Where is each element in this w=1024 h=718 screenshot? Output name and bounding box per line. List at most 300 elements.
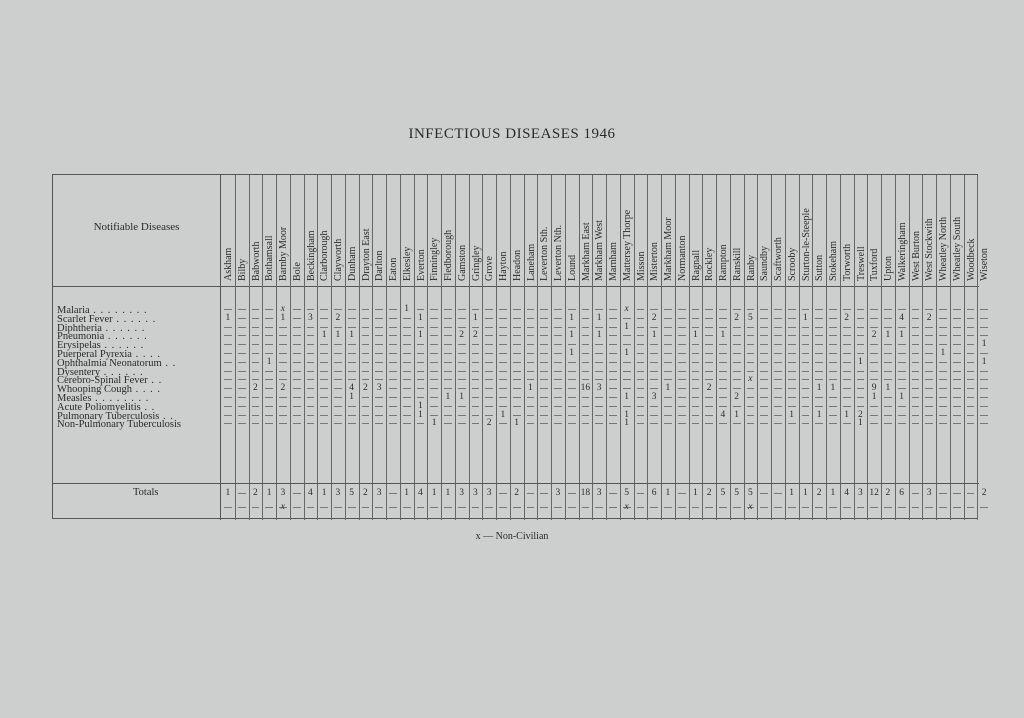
empty-cell-dash [925,327,933,328]
empty-cell-dash [279,353,287,354]
empty-cell-dash [637,309,645,310]
column-rule [249,175,250,520]
table-cell: 1 [418,400,423,411]
totals-underline-dash [513,507,521,508]
disease-name: Ophthalmia Neonatorum [57,357,162,369]
table-cell: 1 [569,330,574,341]
table-cell: 1 [885,383,891,394]
column-header: Gamston [456,244,468,281]
empty-cell-dash [375,362,383,363]
empty-cell-dash [252,371,260,372]
totals-underline-dash [224,507,232,508]
column-header: Gringley [470,245,482,281]
empty-total-dash [678,493,686,494]
table-cell: x [624,304,629,314]
empty-cell-dash [925,406,933,407]
column-rule [771,175,772,520]
empty-cell-dash [705,371,713,372]
empty-cell-dash [307,371,315,372]
column-rule [812,175,813,520]
empty-cell-dash [747,388,755,389]
empty-cell-dash [417,388,425,389]
empty-cell-dash [637,318,645,319]
empty-cell-dash [238,406,246,407]
disease-name: Scarlet Fever [57,313,113,325]
empty-cell-dash [843,344,851,345]
disease-name: Dysentery [57,366,101,378]
empty-cell-dash [527,397,535,398]
empty-cell-dash [444,423,452,424]
empty-cell-dash [403,371,411,372]
empty-cell-dash [348,309,356,310]
empty-cell-dash [733,362,741,363]
empty-cell-dash [252,415,260,416]
total-cell: 6 [899,488,904,498]
empty-cell-dash [774,423,782,424]
totals-underline-dash [444,507,452,508]
empty-cell-dash [609,344,617,345]
empty-cell-dash [747,335,755,336]
table-cell: 9 [871,383,877,394]
totals-underline-dash [650,507,658,508]
table-cell: 4 [349,383,354,394]
empty-cell-dash [224,423,232,424]
empty-cell-dash [224,397,232,398]
empty-cell-dash [898,388,906,389]
empty-cell-dash [375,318,383,319]
empty-cell-dash [540,362,548,363]
totals-underline-dash [293,507,301,508]
empty-cell-dash [925,397,933,398]
empty-cell-dash [774,327,782,328]
empty-cell-dash [485,353,493,354]
disease-name: Acute Poliomyelitis [57,401,141,413]
column-rule [386,175,387,520]
empty-cell-dash [802,397,810,398]
empty-cell-dash [953,423,961,424]
empty-cell-dash [843,309,851,310]
empty-cell-dash [815,379,823,380]
empty-cell-dash [252,344,260,345]
disease-name: Measles [57,393,92,404]
empty-cell-dash [678,335,686,336]
table-cell: 2 [486,418,492,429]
empty-total-dash [540,493,548,494]
column-header: Bilby [236,258,248,281]
totals-underline-dash [320,507,328,508]
column-rule [634,175,635,520]
empty-cell-dash [980,309,988,310]
total-cell: 3 [486,488,492,498]
non-civilian-mark: x [748,502,753,512]
empty-cell-dash [375,335,383,336]
empty-cell-dash [857,318,865,319]
empty-cell-dash [912,397,920,398]
column-rule [606,175,607,520]
empty-cell-dash [224,335,232,336]
empty-cell-dash [499,309,507,310]
column-header: Fledborough [443,229,454,281]
empty-cell-dash [499,327,507,328]
empty-cell-dash [458,344,466,345]
empty-cell-dash [238,388,246,389]
column-rule [881,175,882,520]
empty-total-dash [527,493,535,494]
notifiable-diseases-header: Notifiable Diseases [53,175,221,286]
empty-cell-dash [513,415,521,416]
empty-cell-dash [417,397,425,398]
empty-cell-dash [224,388,232,389]
empty-cell-dash [664,362,672,363]
empty-cell-dash [279,397,287,398]
empty-cell-dash [375,406,383,407]
empty-cell-dash [582,327,590,328]
empty-cell-dash [444,327,452,328]
empty-cell-dash [334,388,342,389]
table-cell: 2 [363,383,368,394]
empty-cell-dash [279,327,287,328]
empty-cell-dash [430,415,438,416]
empty-cell-dash [664,309,672,310]
total-cell: 3 [280,488,286,498]
empty-cell-dash [403,397,411,398]
column-rule [304,175,305,520]
column-header: Stokeham [828,241,839,281]
empty-cell-dash [320,406,328,407]
totals-underline-dash [458,507,466,508]
column-header: Woodbeck [965,238,977,281]
empty-cell-dash [774,379,782,380]
empty-cell-dash [389,406,397,407]
empty-cell-dash [224,353,232,354]
empty-cell-dash [650,423,658,424]
empty-cell-dash [967,353,975,354]
empty-total-dash [774,493,782,494]
empty-cell-dash [582,379,590,380]
column-header: Markham West [594,220,606,281]
column-header: Drayton East [360,228,372,281]
totals-underline-dash [898,507,906,508]
empty-cell-dash [843,397,851,398]
disease-name: Pneumonia [57,331,105,343]
empty-cell-dash [898,423,906,424]
empty-cell-dash [678,371,686,372]
table-cell: 1 [830,383,836,394]
empty-cell-dash [664,344,672,345]
empty-cell-dash [513,327,521,328]
table-cell: 1 [225,312,231,323]
empty-cell-dash [540,335,548,336]
empty-cell-dash [870,371,878,372]
empty-cell-dash [320,397,328,398]
empty-cell-dash [389,397,397,398]
dot-leader: . . . . . . [101,322,146,334]
empty-cell-dash [279,406,287,407]
column-header: Dunham [346,246,358,281]
totals-underline-dash [252,507,260,508]
empty-cell-dash [389,362,397,363]
empty-cell-dash [293,379,301,380]
dot-leader: . . [159,410,174,422]
empty-cell-dash [692,423,700,424]
totals-underline-dash [857,507,865,508]
column-rule [235,175,236,520]
totals-underline-dash [238,507,246,508]
column-header: Bole [291,262,303,281]
empty-cell-dash [320,371,328,372]
table-cell: 1 [624,321,629,332]
footnote: x — Non-Civilian [475,531,549,542]
empty-cell-dash [499,371,507,372]
empty-cell-dash [857,327,865,328]
empty-cell-dash [967,379,975,380]
column-header: Leverton Nth. [553,224,564,281]
empty-cell-dash [224,379,232,380]
column-header: Wheatley South [951,216,963,281]
empty-cell-dash [444,362,452,363]
empty-cell-dash [980,371,988,372]
empty-cell-dash [595,353,603,354]
empty-cell-dash [513,371,521,372]
empty-cell-dash [870,406,878,407]
empty-cell-dash [568,388,576,389]
empty-cell-dash [705,327,713,328]
empty-total-dash [637,493,645,494]
empty-cell-dash [678,318,686,319]
table-cell: 2 [335,312,341,323]
dot-leader: . . [161,357,177,369]
empty-cell-dash [252,318,260,319]
column-header: Scrooby [786,247,798,281]
empty-cell-dash [884,371,892,372]
total-cell: 1 [665,488,671,498]
empty-cell-dash [967,397,975,398]
empty-cell-dash [595,309,603,310]
column-header: Beckingham [305,230,317,281]
empty-cell-dash [815,423,823,424]
empty-cell-dash [362,327,370,328]
empty-cell-dash [320,344,328,345]
empty-cell-dash [540,388,548,389]
empty-cell-dash [265,397,273,398]
empty-cell-dash [513,388,521,389]
empty-cell-dash [747,327,755,328]
column-header: Finningley [429,237,441,281]
table-cell: 1 [418,312,423,323]
empty-cell-dash [829,327,837,328]
empty-cell-dash [623,371,631,372]
totals-underline-dash [527,507,535,508]
empty-cell-dash [980,327,988,328]
empty-cell-dash [430,379,438,380]
empty-cell-dash [829,379,837,380]
empty-cell-dash [912,353,920,354]
empty-cell-dash [499,362,507,363]
empty-cell-dash [843,362,851,363]
empty-cell-dash [788,309,796,310]
empty-cell-dash [485,318,493,319]
empty-cell-dash [912,423,920,424]
empty-cell-dash [623,318,631,319]
empty-cell-dash [815,371,823,372]
empty-total-dash [389,493,397,494]
table-cell: 1 [266,356,272,367]
empty-cell-dash [953,362,961,363]
dot-leader: . . . . . . . . [89,305,148,316]
column-rule [331,175,332,520]
non-civilian-mark: x [624,502,629,512]
empty-cell-dash [403,388,411,389]
empty-cell-dash [430,397,438,398]
totals-underline-dash [595,507,603,508]
empty-cell-dash [788,397,796,398]
table-cell: 1 [693,330,698,341]
table-cell: 2 [651,312,657,323]
total-cell: 2 [816,488,822,498]
empty-cell-dash [375,344,383,345]
empty-cell-dash [912,379,920,380]
empty-cell-dash [293,362,301,363]
empty-cell-dash [307,344,315,345]
empty-cell-dash [568,379,576,380]
empty-cell-dash [912,309,920,310]
empty-cell-dash [664,371,672,372]
empty-cell-dash [884,344,892,345]
column-rule [455,175,456,520]
empty-cell-dash [802,388,810,389]
totals-underline-dash [939,507,947,508]
dot-leader: . . . . . . [100,366,144,378]
table-cell: 2 [706,383,712,394]
empty-cell-dash [568,415,576,416]
totals-underline-dash [430,507,438,508]
empty-cell-dash [733,309,741,310]
empty-cell-dash [527,379,535,380]
column-rule [689,175,690,520]
totals-underline-dash [485,507,493,508]
empty-cell-dash [705,397,713,398]
empty-cell-dash [293,423,301,424]
empty-cell-dash [678,397,686,398]
total-cell: 2 [514,488,519,498]
empty-cell-dash [939,309,947,310]
column-rule [661,175,662,520]
column-header: Barnby Moor [278,226,289,281]
empty-cell-dash [472,379,480,380]
empty-cell-dash [348,362,356,363]
empty-cell-dash [637,388,645,389]
empty-cell-dash [540,371,548,372]
column-header: Misson [635,251,647,281]
total-cell: 3 [596,488,602,498]
empty-cell-dash [788,362,796,363]
column-header: Marnham [608,242,619,281]
table-cell: 1 [651,330,657,341]
empty-cell-dash [637,353,645,354]
table-cell: 1 [665,383,671,394]
empty-cell-dash [692,371,700,372]
column-header: Saundby [759,246,771,281]
column-header: Ranskill [731,247,743,281]
empty-cell-dash [733,406,741,407]
total-cell: 3 [335,488,341,498]
empty-cell-dash [802,309,810,310]
empty-cell-dash [595,371,603,372]
empty-cell-dash [568,362,576,363]
empty-cell-dash [403,423,411,424]
totals-underline-dash [884,507,892,508]
empty-cell-dash [527,362,535,363]
empty-cell-dash [884,379,892,380]
empty-cell-dash [774,344,782,345]
empty-cell-dash [485,371,493,372]
totals-underline-dash [719,507,727,508]
empty-cell-dash [609,423,617,424]
table-cell: 1 [528,383,533,394]
empty-cell-dash [623,379,631,380]
empty-cell-dash [595,344,603,345]
empty-cell-dash [898,327,906,328]
empty-cell-dash [747,344,755,345]
empty-cell-dash [802,344,810,345]
empty-cell-dash [609,406,617,407]
column-header: Ranby [745,254,757,281]
empty-cell-dash [540,344,548,345]
empty-cell-dash [348,379,356,380]
empty-cell-dash [458,371,466,372]
empty-cell-dash [967,318,975,319]
empty-cell-dash [238,344,246,345]
empty-cell-dash [898,353,906,354]
empty-cell-dash [678,379,686,380]
empty-cell-dash [925,379,933,380]
empty-cell-dash [279,344,287,345]
empty-cell-dash [582,362,590,363]
empty-cell-dash [623,344,631,345]
empty-cell-dash [320,353,328,354]
empty-cell-dash [692,379,700,380]
empty-cell-dash [238,423,246,424]
totals-underline-dash [403,507,411,508]
empty-cell-dash [444,335,452,336]
column-header: Sturton-le-Steeple [800,208,812,281]
table-cell: 1 [624,418,629,429]
empty-cell-dash [540,318,548,319]
empty-cell-dash [733,344,741,345]
column-header: Rockley [704,247,716,281]
empty-cell-dash [430,371,438,372]
column-header: West Stockwith [924,218,936,281]
empty-cell-dash [265,406,273,407]
empty-cell-dash [444,309,452,310]
table-cell: 1 [569,348,574,358]
empty-cell-dash [238,415,246,416]
column-header: Markham East [580,222,592,281]
disease-table [52,174,991,519]
disease-name: Diphtheria [57,322,102,334]
empty-cell-dash [747,406,755,407]
empty-cell-dash [719,406,727,407]
column-rule [826,175,827,520]
totals-underline-dash [568,507,576,508]
disease-name-column [53,287,221,520]
table-cell: 2 [844,312,849,323]
empty-cell-dash [554,335,562,336]
empty-cell-dash [444,379,452,380]
column-header: Laneham [525,243,537,281]
empty-cell-dash [568,406,576,407]
empty-cell-dash [788,353,796,354]
